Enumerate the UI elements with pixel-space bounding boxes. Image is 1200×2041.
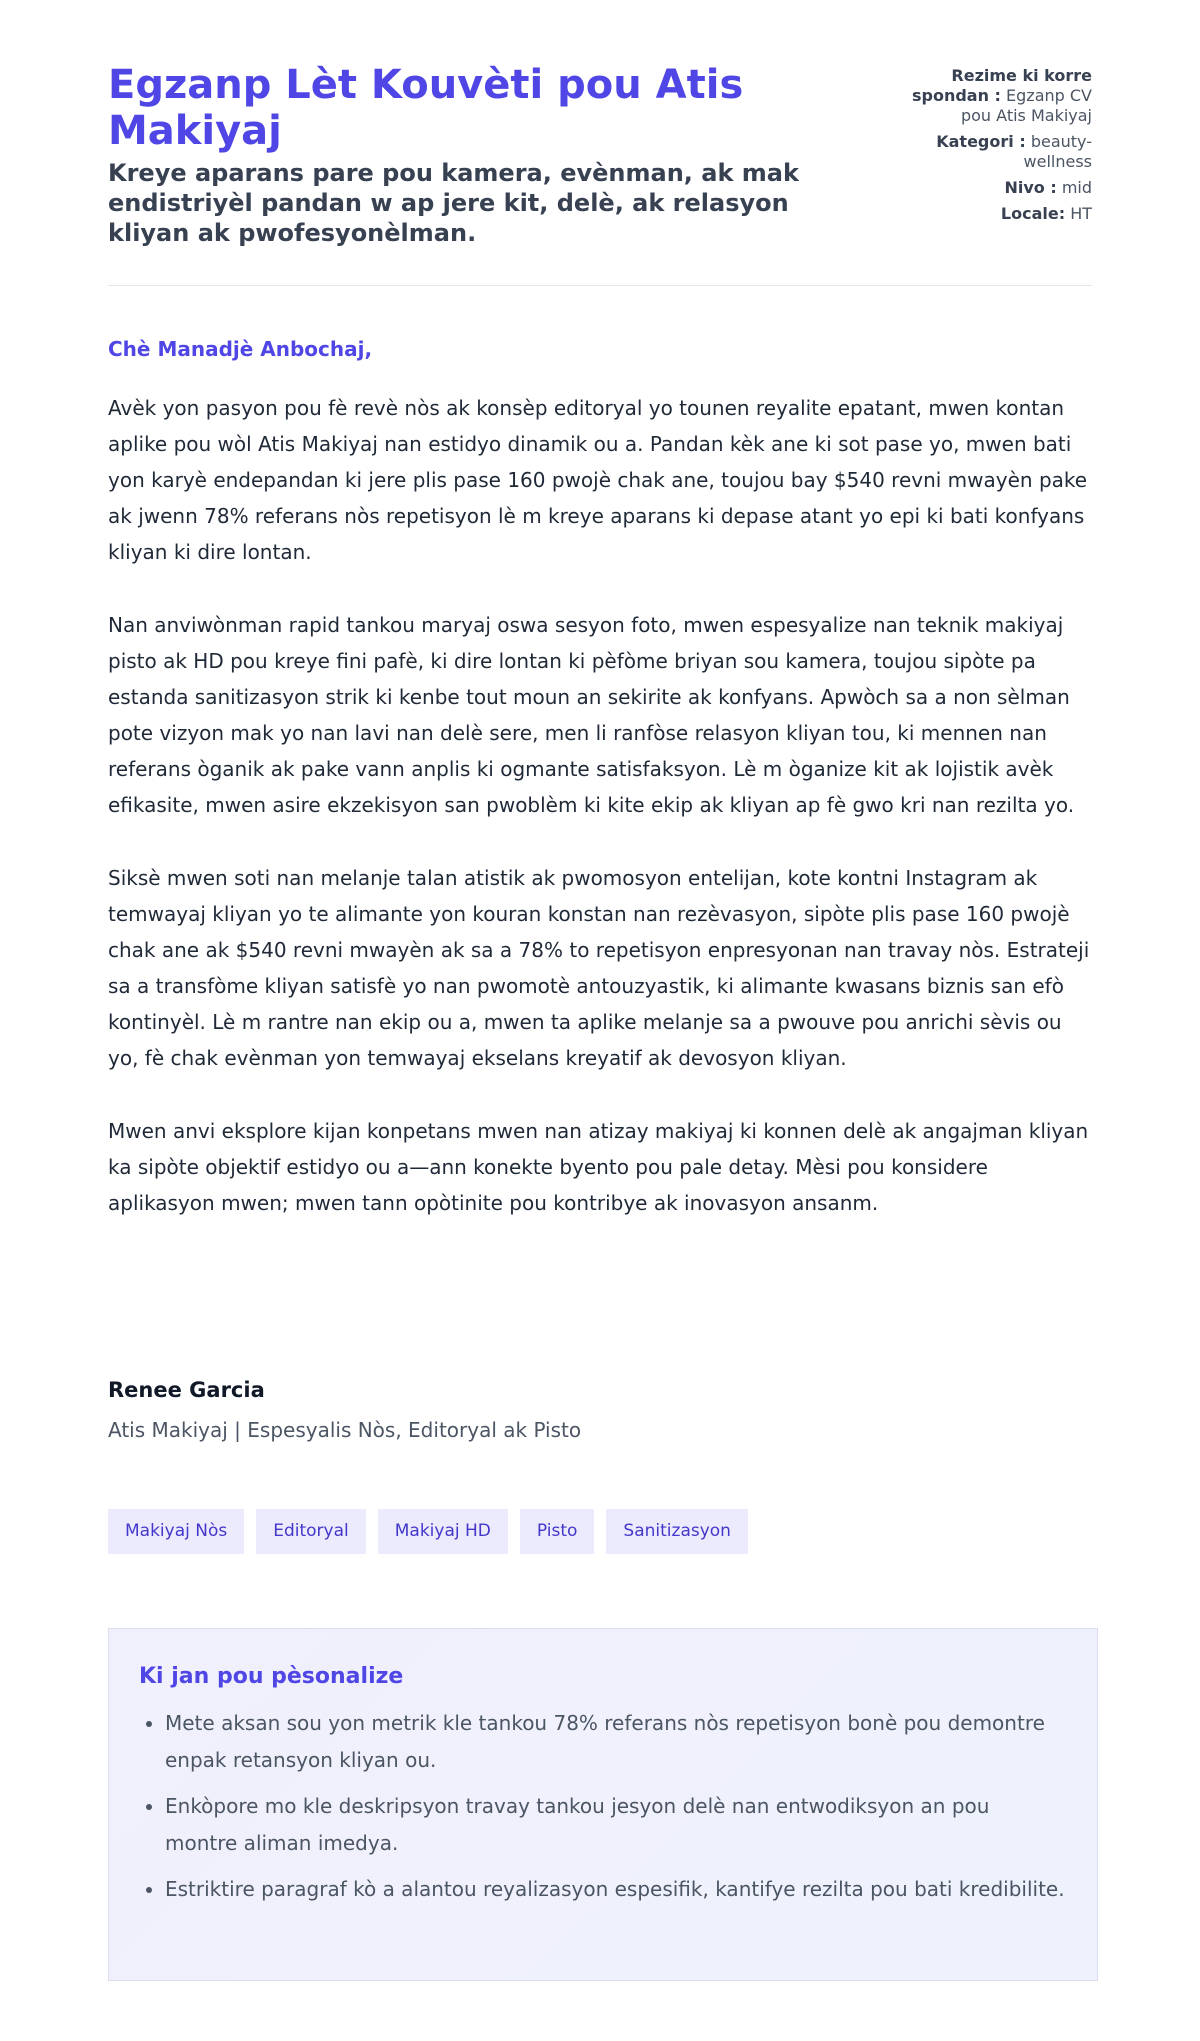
letter-paragraph: Mwen anvi eksplore kijan konpetans mwen nan atizay makiyaj ki konnen delè ak angajman kliyan ka sipòte objektif estidyo ou a—ann konekte byento pou pale detay. Mèsi pou konsidere aplikasyon mwen; mwen tann opòtinite pou kontribye ak inovasyon ansanm.	[108, 1119, 1089, 1215]
letter-paragraph: Siksè mwen soti nan melanje talan atistik ak pwomosyon entelijan, kote kontni Instagram ak temwayaj kliyan yo te alimante yon kouran konstan nan rezèvasyon, sipòte plis pase 160 pwojè chak ane ak $540 revni mwayèn ak sa a 78% to repetisyon enpresyonan nan travay nòs. Estrateji sa a transfòme kliyan satisfè yo nan pwomotè antouzyastik, ki alimante kwasans biznis san efò kontinyèl. Lè m rantre nan ekip ou a, mwen ta aplike melanje sa a pwouve pou anrichi sèvis ou yo, fè chak evènman yon temwayaj ekselans kreyatif ak devosyon kliyan.	[108, 866, 1090, 1070]
page-title: Egzanp Lèt Kouvèti pou Atis Makiyaj	[108, 62, 744, 154]
letter-body	[108, 390, 1098, 1258]
page-subtitle: Kreye aparans pare pou kamera, evènman, ak mak endistriyèl pandan w ap jere kit, delè, ak relasyon kliyan ak pwofesyonèlman.	[108, 159, 799, 247]
letter-greeting: Chè Manadjè Anbochaj,	[108, 337, 373, 361]
meta-locale-value: HT	[1070, 204, 1092, 223]
meta-summary	[882, 66, 1092, 126]
skill-tag: Makiyaj Nòs	[108, 1509, 244, 1554]
skill-tag: Pisto	[520, 1509, 595, 1554]
skill-tags	[108, 1509, 748, 1554]
tips-title: Ki jan pou pèsonalize	[139, 1664, 404, 1689]
letter-paragraph: Nan anviwònman rapid tankou maryaj oswa sesyon foto, mwen espesyalize nan teknik makiyaj pisto ak HD pou kreye fini pafè, ki dire lontan ki pèfòme briyan sou kamera, toujou sipòte pa estanda sanitizasyon strik ki kenbe tout moun an sekirite ak konfyans. Apwòch sa a non sèlman pote vizyon mak yo nan lavi nan delè sere, men li ranfòse relasyon kliyan tou, ki mennen nan referans òganik ak pake vann anplis ki ogmante satisfaksyon. Lè m òganize kit ak lojistik avèk efikasite, mwen asire ekzekisyon san pwoblèm ki kite ekip ak kliyan ap fè gwo kri nan rezilta yo.	[108, 613, 1075, 817]
tips-list-item: • Mete aksan sou yon metrik kle tankou 78% referans nòs repetisyon bonè pou demontre enpak retansyon kliyan ou.	[165, 1705, 1067, 1779]
skill-tag: Makiyaj HD	[378, 1509, 508, 1554]
meta-summary-value: Egzanp CV pou Atis Makiyaj	[960, 86, 1092, 125]
metadata-panel	[882, 66, 1092, 230]
tips-list-item: • Enkòpore mo kle deskripsyon travay tankou jesyon delè nan entwodiksyon an pou montre aliman imedya.	[165, 1788, 1067, 1862]
meta-level	[882, 178, 1092, 198]
header-title-block	[108, 62, 878, 248]
tips-list-item: • Estriktire paragraf kò a alantou reyalizasyon espesifik, kantifye rezilta pou bati kredibilite.	[165, 1871, 1067, 1908]
signature-role: Atis Makiyaj | Espesyalis Nòs, Editoryal ak Pisto	[108, 1418, 582, 1442]
document-header	[108, 0, 1092, 286]
letter-paragraph: Avèk yon pasyon pou fè revè nòs ak konsèp editoryal yo tounen reyalite epatant, mwen kontan aplike pou wòl Atis Makiyaj nan estidyo dinamik ou a. Pandan kèk ane ki sot pase yo, mwen bati yon karyè endepandan ki jere plis pase 160 pwojè chak ane, toujou bay $540 revni mwayèn pake ak jwenn 78% referans nòs repetisyon lè m kreye aparans ki depase atant yo epi ki bati konfyans kliyan ki dire lontan.	[108, 396, 1088, 564]
meta-summary-label: Rezime ki korre spondan :	[911, 66, 1092, 105]
meta-category-value: beauty-wellness	[1023, 132, 1092, 171]
signature-block	[108, 1376, 581, 1444]
meta-level-value: mid	[1061, 178, 1092, 197]
meta-level-label: Nivo :	[1004, 178, 1057, 197]
skill-tag: Editoryal	[256, 1509, 366, 1554]
signature-name: Renee Garcia	[108, 1378, 265, 1402]
meta-locale	[882, 204, 1092, 224]
customization-tips-box	[108, 1628, 1098, 1981]
meta-locale-label: Locale:	[1000, 204, 1066, 223]
meta-category-label: Kategori :	[936, 132, 1026, 151]
meta-category	[882, 132, 1092, 172]
tips-list	[139, 1705, 1067, 1908]
skill-tag: Sanitizasyon	[606, 1509, 748, 1554]
